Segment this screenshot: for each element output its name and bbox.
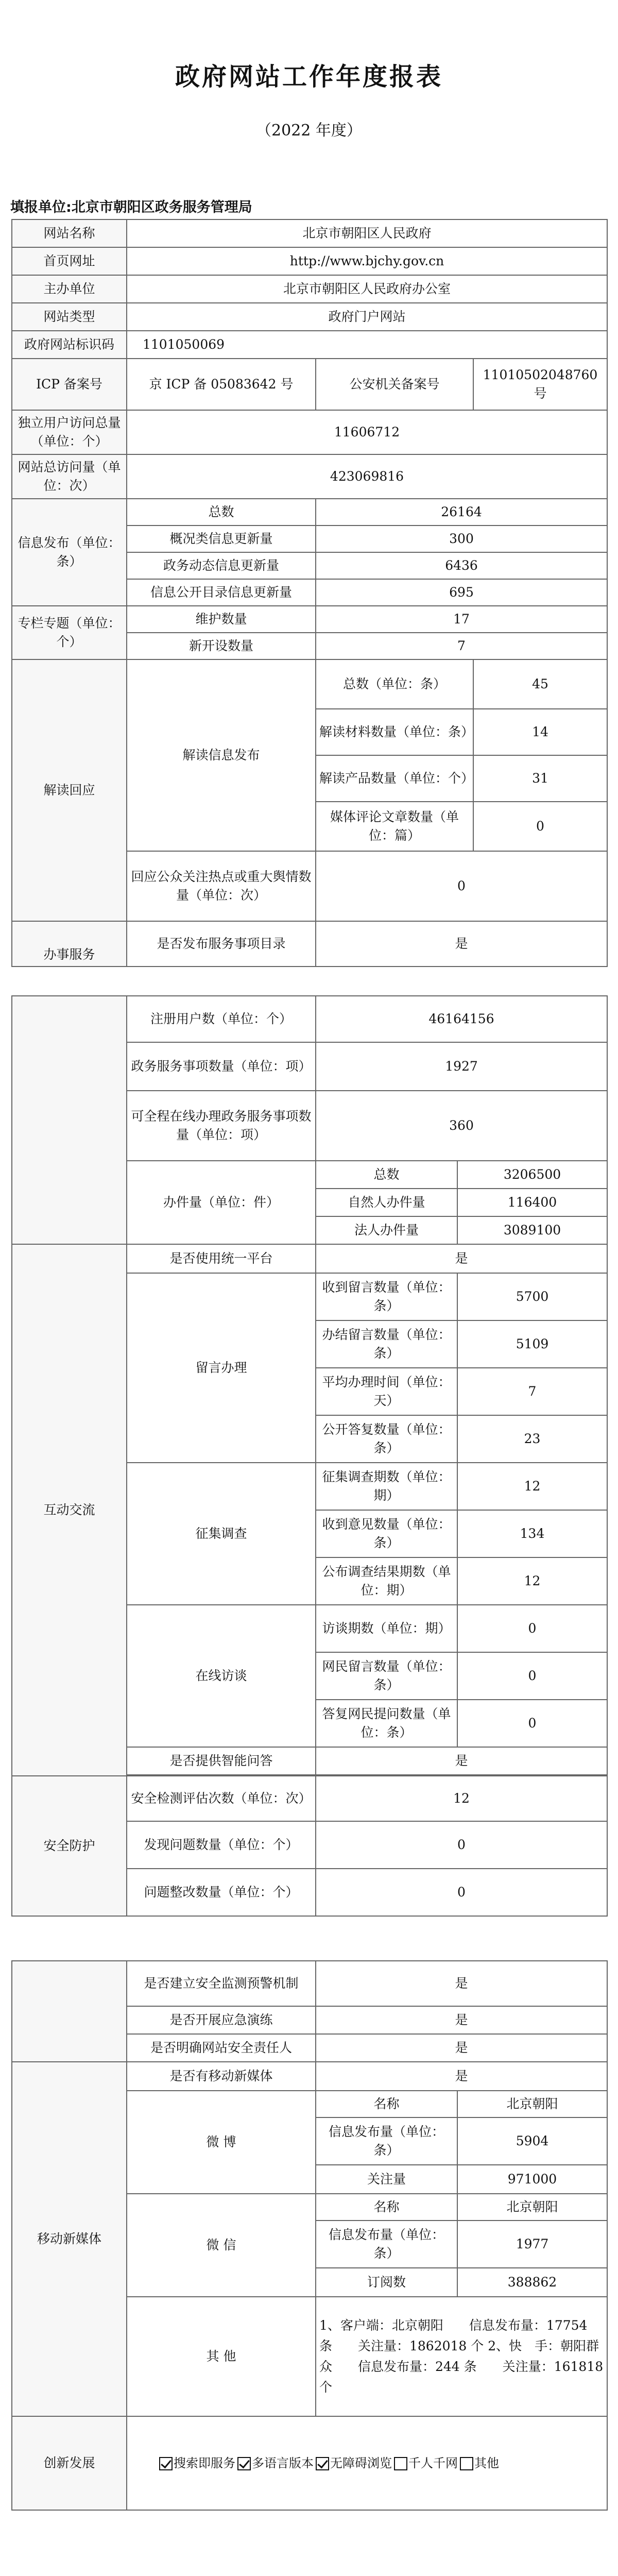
info-row-label: 信息公开目录信息更新量 xyxy=(127,579,316,606)
security-row-value: 0 xyxy=(316,1821,607,1869)
report-table-mobile xyxy=(11,1960,608,2511)
weibo-label: 微 博 xyxy=(127,2091,316,2194)
handled-row-value: 3206500 xyxy=(457,1161,607,1189)
report-title: 政府网站工作年度报表 xyxy=(175,62,443,91)
handled-row-value: 3089100 xyxy=(457,1216,607,1244)
interpret-row-label: 解读产品数量（单位：个） xyxy=(316,755,473,802)
message-row-label: 平均办理时间（单位：天） xyxy=(316,1368,457,1415)
host-value: 北京市朝阳区人民政府办公室 xyxy=(127,275,607,303)
report-table-service xyxy=(11,995,608,1917)
column-row-label: 维护数量 xyxy=(127,606,316,633)
innovation-option-label: 千人千网 xyxy=(408,2455,458,2470)
security-row-value: 0 xyxy=(316,1869,607,1916)
icp-label: ICP 备案号 xyxy=(12,359,127,410)
survey-row-label: 收到意见数量（单位：条） xyxy=(316,1510,457,1557)
info-row-value: 300 xyxy=(316,526,607,552)
interpret-row-value: 0 xyxy=(473,802,607,851)
interpret-row-value: 31 xyxy=(473,755,607,802)
smart-qa-value: 是 xyxy=(316,1747,607,1775)
interview-row-label: 答复网民提问数量（单位：条） xyxy=(316,1700,457,1747)
wechat-row-value: 1977 xyxy=(457,2221,607,2268)
info-row-value: 26164 xyxy=(316,499,607,526)
interpret-row-label: 媒体评论文章数量（单位：篇） xyxy=(316,802,473,851)
mobile-label: 移动新媒体 xyxy=(12,2062,127,2416)
message-row-label: 收到留言数量（单位：条） xyxy=(316,1273,457,1320)
security-mech-block xyxy=(12,1961,127,2062)
innovation-option-label: 搜索即服务 xyxy=(174,2455,235,2470)
weibo-row-value: 971000 xyxy=(457,2165,607,2194)
innovation-option[interactable] xyxy=(460,2454,499,2472)
security-row-value: 12 xyxy=(316,1776,607,1821)
icp-value: 京 ICP 备 05083642 号 xyxy=(127,359,316,410)
response-label: 回应公众关注热点或重大舆情数量（单位：次） xyxy=(127,851,316,921)
service-items-label: 政务服务事项数量（单位：项） xyxy=(127,1042,316,1091)
weibo-row-value: 北京朝阳 xyxy=(457,2091,607,2117)
interview-row-value: 0 xyxy=(457,1652,607,1700)
site-type-label: 网站类型 xyxy=(12,303,127,331)
pv-label: 网站总访问量（单位：次） xyxy=(12,454,127,499)
wechat-row-value: 388862 xyxy=(457,2268,607,2297)
site-name-value: 北京市朝阳区人民政府 xyxy=(127,219,607,247)
message-row-label: 办结留言数量（单位：条） xyxy=(316,1320,457,1368)
site-name-label: 网站名称 xyxy=(12,219,127,247)
innovation-label: 创新发展 xyxy=(12,2416,127,2510)
interpret-row-value: 14 xyxy=(473,709,607,755)
column-row-label: 新开设数量 xyxy=(127,633,316,659)
innovation-option[interactable] xyxy=(159,2454,235,2472)
security-row-label: 安全检测评估次数（单位：次） xyxy=(127,1776,316,1821)
homepage-label: 首页网址 xyxy=(12,247,127,275)
interview-row-value: 0 xyxy=(457,1605,607,1652)
platform-value: 是 xyxy=(316,1244,607,1273)
other-media-label: 其 他 xyxy=(127,2297,316,2416)
platform-label: 是否使用统一平台 xyxy=(127,1244,316,1273)
info-publish-label: 信息发布（单位：条） xyxy=(12,499,127,606)
survey-row-label: 公布调查结果期数（单位：期） xyxy=(316,1557,457,1605)
innovation-option-label: 其他 xyxy=(474,2455,499,2470)
interpret-row-value: 45 xyxy=(473,659,607,709)
monitor-label: 是否建立安全监测预警机制 xyxy=(127,1961,316,2006)
interview-row-label: 访谈期数（单位：期） xyxy=(316,1605,457,1652)
response-value: 0 xyxy=(316,851,607,921)
police-value: 11010502048760 号 xyxy=(473,359,607,410)
security-row-label: 问题整改数量（单位：个） xyxy=(127,1869,316,1916)
uv-label: 独立用户访问总量（单位：个） xyxy=(12,410,127,454)
report-table-basic xyxy=(11,219,608,967)
users-value: 46164156 xyxy=(316,996,607,1042)
handled-row-value: 116400 xyxy=(457,1189,607,1216)
handled-row-label: 总数 xyxy=(316,1161,457,1189)
info-row-label: 概况类信息更新量 xyxy=(127,526,316,552)
interpret-row-label: 总数（单位：条） xyxy=(316,659,473,709)
handled-row-label: 自然人办件量 xyxy=(316,1189,457,1216)
service-items-value: 1927 xyxy=(316,1042,607,1091)
duty-label: 是否明确网站安全责任人 xyxy=(127,2034,316,2062)
message-row-value: 7 xyxy=(457,1368,607,1415)
innovation-option[interactable] xyxy=(316,2454,392,2472)
message-row-value: 5700 xyxy=(457,1273,607,1320)
site-code-label: 政府网站标识码 xyxy=(12,331,127,359)
interview-row-value: 0 xyxy=(457,1700,607,1747)
checkbox-icon[interactable] xyxy=(460,2457,473,2470)
info-row-value: 695 xyxy=(316,579,607,606)
column-row-value: 7 xyxy=(316,633,607,659)
checkbox-icon[interactable] xyxy=(237,2457,251,2470)
reporting-unit: 填报单位:北京市朝阳区政务服务管理局 xyxy=(10,199,252,215)
pv-value: 423069816 xyxy=(127,454,607,499)
wechat-row-value: 北京朝阳 xyxy=(457,2194,607,2221)
interview-row-label: 网民留言数量（单位：条） xyxy=(316,1652,457,1700)
checkbox-icon[interactable] xyxy=(316,2457,329,2470)
weibo-row-label: 信息发布量（单位：条） xyxy=(316,2117,457,2165)
survey-label: 征集调查 xyxy=(127,1463,316,1605)
interpret-sub-label: 解读信息发布 xyxy=(127,659,316,851)
column-topic-label: 专栏专题（单位：个） xyxy=(12,606,127,659)
interact-label: 互动交流 xyxy=(12,1244,127,1776)
interview-label: 在线访谈 xyxy=(127,1605,316,1747)
online-items-value: 360 xyxy=(316,1091,607,1161)
duty-value: 是 xyxy=(316,2034,607,2062)
police-label: 公安机关备案号 xyxy=(316,359,473,410)
checkbox-icon[interactable] xyxy=(159,2457,173,2470)
service-directory-value: 是 xyxy=(316,921,607,967)
site-code-value: 1101050069 xyxy=(127,331,607,359)
survey-row-value: 12 xyxy=(457,1463,607,1510)
innovation-option-label: 多语言版本 xyxy=(252,2455,314,2470)
survey-row-value: 134 xyxy=(457,1510,607,1557)
wechat-row-label: 信息发布量（单位：条） xyxy=(316,2221,457,2268)
column-row-value: 17 xyxy=(316,606,607,633)
service-block-label xyxy=(12,996,127,1244)
message-label: 留言办理 xyxy=(127,1273,316,1463)
security-label: 安全防护 xyxy=(12,1776,127,1916)
innovation-option[interactable] xyxy=(394,2454,458,2472)
survey-row-value: 12 xyxy=(457,1557,607,1605)
host-label: 主办单位 xyxy=(12,275,127,303)
checkbox-icon[interactable] xyxy=(394,2457,407,2470)
drill-value: 是 xyxy=(316,2006,607,2034)
message-row-value: 5109 xyxy=(457,1320,607,1368)
innovation-options xyxy=(127,2416,607,2510)
wechat-row-label: 名称 xyxy=(316,2194,457,2221)
uv-value: 11606712 xyxy=(127,410,607,454)
weibo-row-label: 关注量 xyxy=(316,2165,457,2194)
service-label: 办事服务 xyxy=(12,921,127,967)
innovation-option-label: 无障碍浏览 xyxy=(330,2455,392,2470)
homepage-link[interactable]: http://www.bjchy.gov.cn xyxy=(127,247,607,275)
service-directory-label: 是否发布服务事项目录 xyxy=(127,921,316,967)
weibo-row-value: 5904 xyxy=(457,2117,607,2165)
info-row-label: 政务动态信息更新量 xyxy=(127,552,316,579)
interpret-row-label: 解读材料数量（单位：条） xyxy=(316,709,473,755)
smart-qa-label: 是否提供智能问答 xyxy=(127,1747,316,1775)
users-label: 注册用户数（单位：个） xyxy=(127,996,316,1042)
info-row-label: 总数 xyxy=(127,499,316,526)
wechat-row-label: 订阅数 xyxy=(316,2268,457,2297)
mobile-has-label: 是否有移动新媒体 xyxy=(127,2062,316,2091)
handled-label: 办件量（单位：件） xyxy=(127,1161,316,1244)
report-year: （2022 年度） xyxy=(256,122,362,140)
weibo-row-label: 名称 xyxy=(316,2091,457,2117)
monitor-value: 是 xyxy=(316,1961,607,2006)
online-items-label: 可全程在线办理政务服务事项数量（单位：项） xyxy=(127,1091,316,1161)
info-row-value: 6436 xyxy=(316,552,607,579)
interpret-label: 解读回应 xyxy=(12,659,127,921)
handled-row-label: 法人办件量 xyxy=(316,1216,457,1244)
security-row-label: 发现问题数量（单位：个） xyxy=(127,1821,316,1869)
site-type-value: 政府门户网站 xyxy=(127,303,607,331)
message-row-value: 23 xyxy=(457,1415,607,1463)
wechat-label: 微 信 xyxy=(127,2194,316,2297)
survey-row-label: 征集调查期数（单位：期） xyxy=(316,1463,457,1510)
mobile-has-value: 是 xyxy=(316,2062,607,2091)
drill-label: 是否开展应急演练 xyxy=(127,2006,316,2034)
other-media-value: 1、客户端：北京朝阳 信息发布量：17754 条 关注量：1862018 个 2、快 手：朝阳群众 信息发布量：244 条 关注量：161818 个 xyxy=(316,2297,607,2416)
innovation-option[interactable] xyxy=(237,2454,314,2472)
message-row-label: 公开答复数量（单位：条） xyxy=(316,1415,457,1463)
